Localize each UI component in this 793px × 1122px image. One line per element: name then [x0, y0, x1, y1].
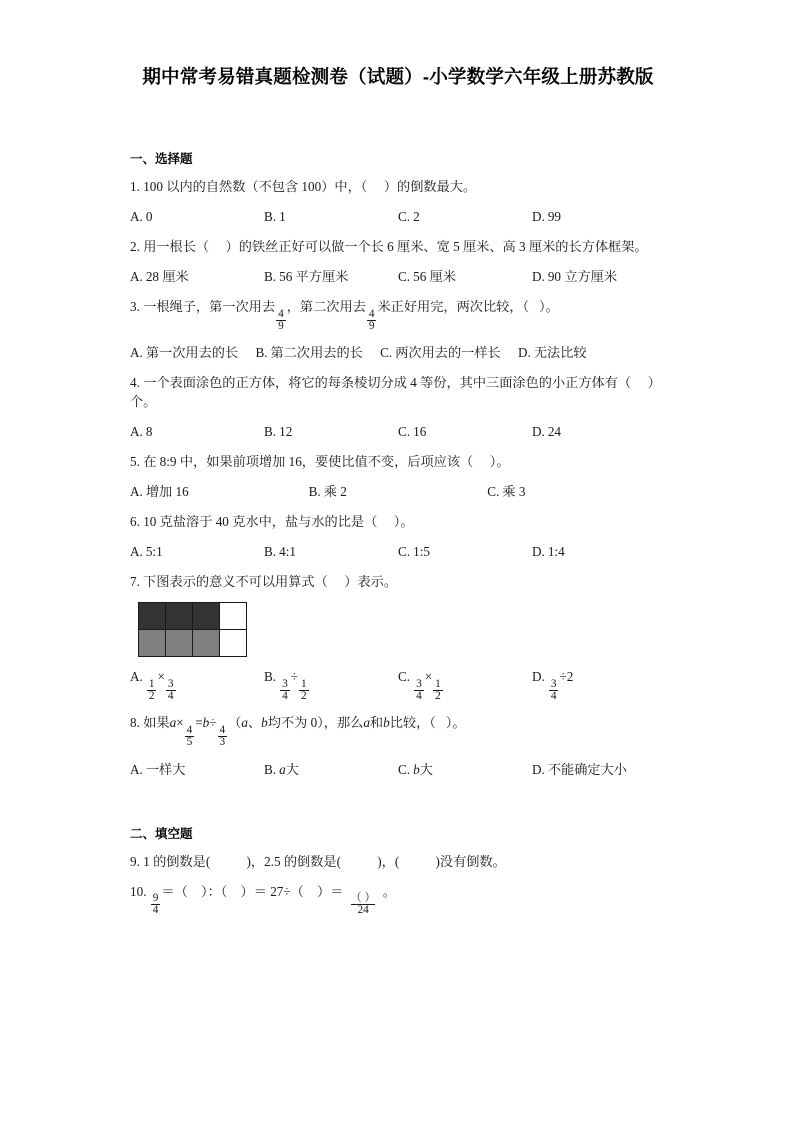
option-6-c-key: C.: [398, 544, 411, 560]
grid-cell-shaded-mid: [193, 630, 220, 657]
question-10-text-1: ＝（: [161, 883, 188, 899]
option-7-c-key: C.: [398, 669, 411, 685]
question-3-tail2: ）。: [539, 299, 559, 314]
question-3-fraction-1: [276, 309, 286, 333]
question-7-figure: [138, 602, 666, 657]
question-8-tail: 比较，（: [389, 715, 436, 731]
fraction-numerator: 1: [435, 677, 441, 690]
question-8-dun: 、: [247, 715, 262, 731]
option-3-d-text: 无法比较: [533, 345, 587, 361]
section-heading-choice: 一、选择题: [130, 152, 193, 166]
question-2-options: [130, 267, 666, 286]
shaded-grid-diagram: [138, 602, 247, 657]
option-8-d[interactable]: [532, 760, 666, 779]
option-1-b-text: 1: [279, 209, 286, 224]
fraction-denominator: 24: [351, 904, 374, 916]
question-8-equals: =: [195, 715, 203, 731]
option-2-d-text: 90 立方厘米: [547, 269, 618, 284]
option-6-b[interactable]: [264, 542, 398, 561]
option-1-a-text: 0: [145, 209, 153, 224]
option-5-c-key: C.: [487, 484, 500, 500]
option-5-b-text: 乘 2: [323, 484, 347, 500]
question-4-blank[interactable]: [634, 375, 644, 390]
question-10-fraction-tail[interactable]: [344, 893, 381, 917]
option-1-d[interactable]: [532, 207, 666, 226]
grid-cell-blank: [220, 603, 247, 630]
option-2-d-key: D.: [532, 269, 545, 284]
option-8-d-key: D.: [532, 761, 545, 777]
question-5-blank[interactable]: [477, 454, 487, 469]
option-4-d-key: D.: [532, 424, 545, 440]
question-2-text-a: 用一根长（: [143, 239, 210, 254]
option-4-d[interactable]: [532, 422, 666, 441]
option-1-b[interactable]: [264, 207, 398, 226]
fraction-denominator: 4: [550, 690, 557, 703]
option-5-a-text: 增加 16: [145, 484, 189, 500]
option-3-a[interactable]: [130, 343, 238, 362]
option-8-d-text: 不能确定大小: [547, 761, 627, 777]
question-1: [130, 177, 666, 196]
fraction-numerator: 3: [550, 677, 557, 690]
question-8-times: ×: [176, 715, 184, 731]
option-8-c-text: 大: [419, 761, 433, 777]
fraction-denominator: 4: [416, 690, 422, 703]
option-7-a[interactable]: [130, 667, 264, 702]
question-1-text-b: ）的倒数最大。: [383, 179, 477, 194]
fraction-denominator: 2: [300, 690, 307, 703]
option-7-d-operator: ÷: [559, 669, 567, 685]
grid-cell-blank: [220, 630, 247, 657]
question-8: [130, 713, 666, 748]
option-6-b-text: 4:1: [279, 544, 296, 560]
option-1-c[interactable]: [398, 207, 532, 226]
question-8-fraction-1: [185, 725, 195, 749]
option-7-a-operator: ×: [157, 669, 165, 685]
option-6-a-text: 5:1: [145, 544, 163, 560]
question-4-text-a: 一个表面涂色的正方体，将它的每条棱切分成 4 等份，其中三面涂色的小正方体有（: [143, 375, 632, 391]
question-2: [130, 237, 666, 256]
option-4-c[interactable]: [398, 422, 532, 441]
question-9-text-1: 1 的倒数是(: [143, 853, 211, 869]
grid-cell-shaded-mid: [139, 630, 166, 657]
question-10-text-2: ）：（: [200, 883, 228, 899]
question-8-blank[interactable]: [436, 715, 446, 730]
grid-row-bottom: [139, 630, 247, 657]
option-8-b-var: a: [279, 761, 286, 777]
option-3-c-key: C.: [380, 345, 393, 361]
question-2-blank[interactable]: [212, 239, 222, 254]
question-8-divide: ÷: [209, 715, 217, 731]
question-8-mid: （: [228, 715, 242, 731]
fraction-denominator: 9: [368, 319, 375, 332]
question-9-blank-1[interactable]: [210, 852, 246, 871]
fraction-denominator: 2: [148, 690, 155, 703]
fraction-numerator: 4: [186, 723, 193, 736]
question-8-options: [130, 760, 666, 779]
question-3-blank[interactable]: [529, 299, 539, 314]
option-7-c-fraction-1: [414, 679, 424, 703]
question-10-text-5: 。: [382, 883, 396, 899]
fraction-numerator-blank[interactable]: （ ）: [350, 892, 376, 905]
option-2-b-text: 56 平方厘米: [279, 269, 349, 284]
fraction-numerator: 9: [152, 892, 159, 905]
option-6-b-key: B.: [264, 544, 277, 560]
option-6-d-text: 1:4: [547, 544, 565, 560]
option-7-a-fraction-2: [166, 679, 176, 703]
grid-cell-shaded-mid: [166, 630, 193, 657]
option-7-b-operator: ÷: [290, 669, 298, 685]
option-7-c-fraction-2: [433, 679, 443, 703]
question-4-text-b: ）个。: [130, 375, 661, 410]
question-6-options: [130, 542, 666, 561]
grid-row-top: [139, 603, 247, 630]
option-5-c-text: 乘 3: [502, 484, 526, 500]
option-1-c-key: C.: [398, 209, 411, 224]
fraction-numerator: 4: [219, 723, 226, 736]
question-8-var-b3: b: [383, 715, 390, 731]
fraction-numerator: 3: [416, 677, 422, 690]
option-5-a-key: A.: [130, 484, 143, 500]
page-title: 期中常考易错真题检测卷（试题）-小学数学六年级上册苏教版: [142, 66, 654, 87]
question-8-var-b2: b: [261, 715, 268, 731]
option-2-b[interactable]: [264, 267, 398, 286]
option-8-a-text: 一样大: [145, 761, 186, 777]
question-8-var-b: b: [202, 715, 210, 731]
fraction-numerator: 1: [148, 677, 155, 690]
question-3-tail: 米正好用完，两次比较，（: [377, 299, 530, 314]
grid-cell-shaded-dark: [193, 603, 220, 630]
fraction-numerator: 3: [167, 677, 174, 690]
question-10-blank-2[interactable]: [227, 882, 240, 901]
fraction-denominator: 4: [282, 690, 288, 703]
option-1-a[interactable]: [130, 207, 264, 226]
question-3-mid: ，第二次用去: [286, 299, 366, 314]
option-8-a[interactable]: [130, 760, 264, 779]
question-5: [130, 452, 666, 471]
option-3-b-key: B.: [255, 345, 268, 361]
question-8-mid3: 和: [369, 715, 384, 731]
question-6: [130, 512, 666, 531]
option-2-a[interactable]: [130, 267, 264, 286]
question-3: [130, 297, 666, 332]
option-4-a-text: 8: [145, 424, 153, 440]
document-content: [130, 60, 666, 928]
question-9-blank-2[interactable]: [341, 852, 377, 871]
question-8-var-a: a: [169, 715, 177, 731]
question-10-fraction-lead: [151, 893, 161, 917]
fraction-numerator: 4: [368, 307, 375, 320]
option-7-b-fraction-2: [299, 679, 309, 703]
question-1-text-a: 100 以内的自然数（不包含 100）中，（: [143, 179, 368, 194]
option-4-d-text: 24: [547, 424, 562, 440]
option-7-b-fraction-1: [280, 679, 290, 703]
question-9-text-3: )，(: [377, 853, 400, 869]
option-4-b[interactable]: [264, 422, 398, 441]
option-5-a[interactable]: [130, 482, 309, 501]
question-2-number: 2.: [130, 239, 140, 254]
question-8-fraction-2: [218, 725, 228, 749]
question-5-options: [130, 482, 666, 501]
question-7-text-b: ）表示。: [344, 574, 398, 590]
option-4-b-key: B.: [264, 424, 277, 440]
option-8-b-key: B.: [264, 761, 277, 777]
option-7-c[interactable]: [398, 667, 532, 702]
option-4-b-text: 12: [279, 424, 293, 440]
option-1-a-key: A.: [130, 209, 143, 224]
question-8-number: 8.: [130, 715, 140, 731]
question-1-blank[interactable]: [371, 179, 381, 194]
grid-cell-shaded-dark: [166, 603, 193, 630]
question-4: [130, 373, 666, 411]
question-7: [130, 572, 666, 591]
option-6-c-text: 1:5: [413, 544, 430, 560]
option-1-c-text: 2: [413, 209, 420, 224]
option-6-d[interactable]: [532, 542, 666, 561]
fraction-denominator: 9: [278, 319, 284, 332]
question-8-lead: 如果: [143, 715, 170, 731]
question-4-number: 4.: [130, 375, 140, 391]
question-7-text-a: 下图表示的意义不可以用算式（: [143, 574, 328, 590]
option-3-c-text: 两次用去的一样长: [395, 345, 501, 361]
grid-cell-shaded-dark: [139, 603, 166, 630]
question-6-number: 6.: [130, 514, 140, 530]
option-7-d[interactable]: [532, 667, 666, 702]
option-2-c-key: C.: [398, 269, 411, 284]
option-2-c-text: 56 厘米: [413, 269, 456, 284]
fraction-numerator: 4: [278, 307, 284, 320]
option-6-a-key: A.: [130, 544, 143, 560]
option-1-b-key: B.: [264, 209, 277, 224]
option-2-b-key: B.: [264, 269, 277, 284]
question-9: [130, 852, 666, 871]
option-1-d-text: 99: [547, 209, 562, 224]
option-7-a-key: A.: [130, 669, 143, 685]
question-6-blank[interactable]: [381, 514, 391, 529]
option-6-c[interactable]: [398, 542, 532, 561]
question-10-blank-3[interactable]: [304, 882, 317, 901]
fraction-denominator: 3: [219, 736, 226, 749]
question-7-options: [130, 667, 666, 702]
question-1-options: [130, 207, 666, 226]
option-7-d-operand: 2: [566, 669, 574, 685]
question-4-options: [130, 422, 666, 441]
option-4-c-text: 16: [413, 424, 427, 440]
option-7-d-key: D.: [532, 669, 545, 685]
question-7-number: 7.: [130, 574, 140, 590]
option-3-c[interactable]: [380, 343, 501, 362]
option-3-d[interactable]: [518, 343, 587, 362]
question-8-mid2: 均不为 0），那么: [267, 715, 364, 731]
question-10-text-3: ）＝ 27÷（: [240, 883, 304, 899]
question-6-text-a: 10 克盐溶于 40 克水中，盐与水的比是（: [143, 514, 378, 530]
fraction-denominator: 5: [186, 736, 193, 749]
question-5-text-a: 在 8:9 中，如果前项增加 16，要使比值不变，后项应该（: [143, 454, 474, 470]
option-8-c[interactable]: [398, 760, 532, 779]
option-2-a-key: A.: [130, 269, 143, 284]
option-7-b-key: B.: [264, 669, 277, 685]
option-7-c-operator: ×: [424, 669, 433, 685]
option-3-b-text: 第二次用去的长: [270, 345, 363, 361]
question-8-var-a2: a: [241, 715, 248, 731]
question-3-fraction-2: [367, 309, 377, 333]
question-2-text-b: ）的铁丝正好可以做一个长 6 厘米、宽 5 厘米、高 3 厘米的长方体框架。: [225, 239, 648, 254]
fraction-denominator: 2: [435, 690, 441, 703]
option-6-a[interactable]: [130, 542, 264, 561]
option-5-c[interactable]: [487, 482, 666, 501]
fraction-numerator: 3: [282, 677, 288, 690]
option-3-b[interactable]: [255, 343, 362, 362]
option-8-b-text: 大: [285, 761, 299, 777]
question-10-number: 10.: [130, 883, 147, 899]
fraction-denominator: 4: [152, 904, 159, 917]
fraction-numerator: 1: [300, 677, 307, 690]
option-8-c-var: b: [413, 761, 420, 777]
question-3-number: 3.: [130, 299, 140, 314]
option-7-a-fraction-1: [147, 679, 157, 703]
option-5-b-key: B.: [308, 484, 321, 500]
question-9-text-2: )，2.5 的倒数是(: [246, 853, 342, 869]
option-5-b[interactable]: [309, 482, 488, 501]
question-3-lead: 一根绳子，第一次用去: [143, 299, 276, 314]
section-heading-fill-blank: 二、填空题: [130, 826, 193, 841]
question-8-tail2: ）。: [445, 715, 466, 731]
option-7-d-fraction-1: [549, 679, 559, 703]
option-2-a-text: 28 厘米: [145, 269, 189, 284]
question-10: [130, 882, 666, 917]
option-4-a-key: A.: [130, 424, 143, 440]
question-5-number: 5.: [130, 454, 140, 470]
question-9-text-4: )没有倒数。: [435, 853, 506, 869]
option-3-a-text: 第一次用去的长: [145, 345, 239, 361]
question-9-blank-3[interactable]: [399, 852, 435, 871]
fraction-denominator: 4: [167, 690, 174, 703]
question-10-text-4: ）＝: [317, 883, 344, 899]
option-8-b[interactable]: [264, 760, 398, 779]
option-3-a-key: A.: [130, 345, 143, 361]
option-8-c-key: C.: [398, 761, 411, 777]
option-7-b[interactable]: [264, 667, 398, 702]
option-1-d-key: D.: [532, 209, 545, 224]
option-4-c-key: C.: [398, 424, 411, 440]
option-6-d-key: D.: [532, 544, 545, 560]
question-9-number: 9.: [130, 853, 140, 869]
question-1-number: 1.: [130, 179, 140, 194]
question-10-blank-1[interactable]: [188, 882, 201, 901]
option-2-d[interactable]: [532, 267, 666, 286]
question-6-text-b: ）。: [393, 514, 414, 530]
question-8-var-a3: a: [363, 715, 370, 731]
option-8-a-key: A.: [130, 761, 143, 777]
question-5-text-b: ）。: [489, 454, 510, 470]
option-2-c[interactable]: [398, 267, 532, 286]
option-4-a[interactable]: [130, 422, 264, 441]
option-3-d-key: D.: [518, 345, 531, 361]
question-7-blank[interactable]: [331, 574, 341, 589]
question-3-options: [130, 343, 666, 362]
